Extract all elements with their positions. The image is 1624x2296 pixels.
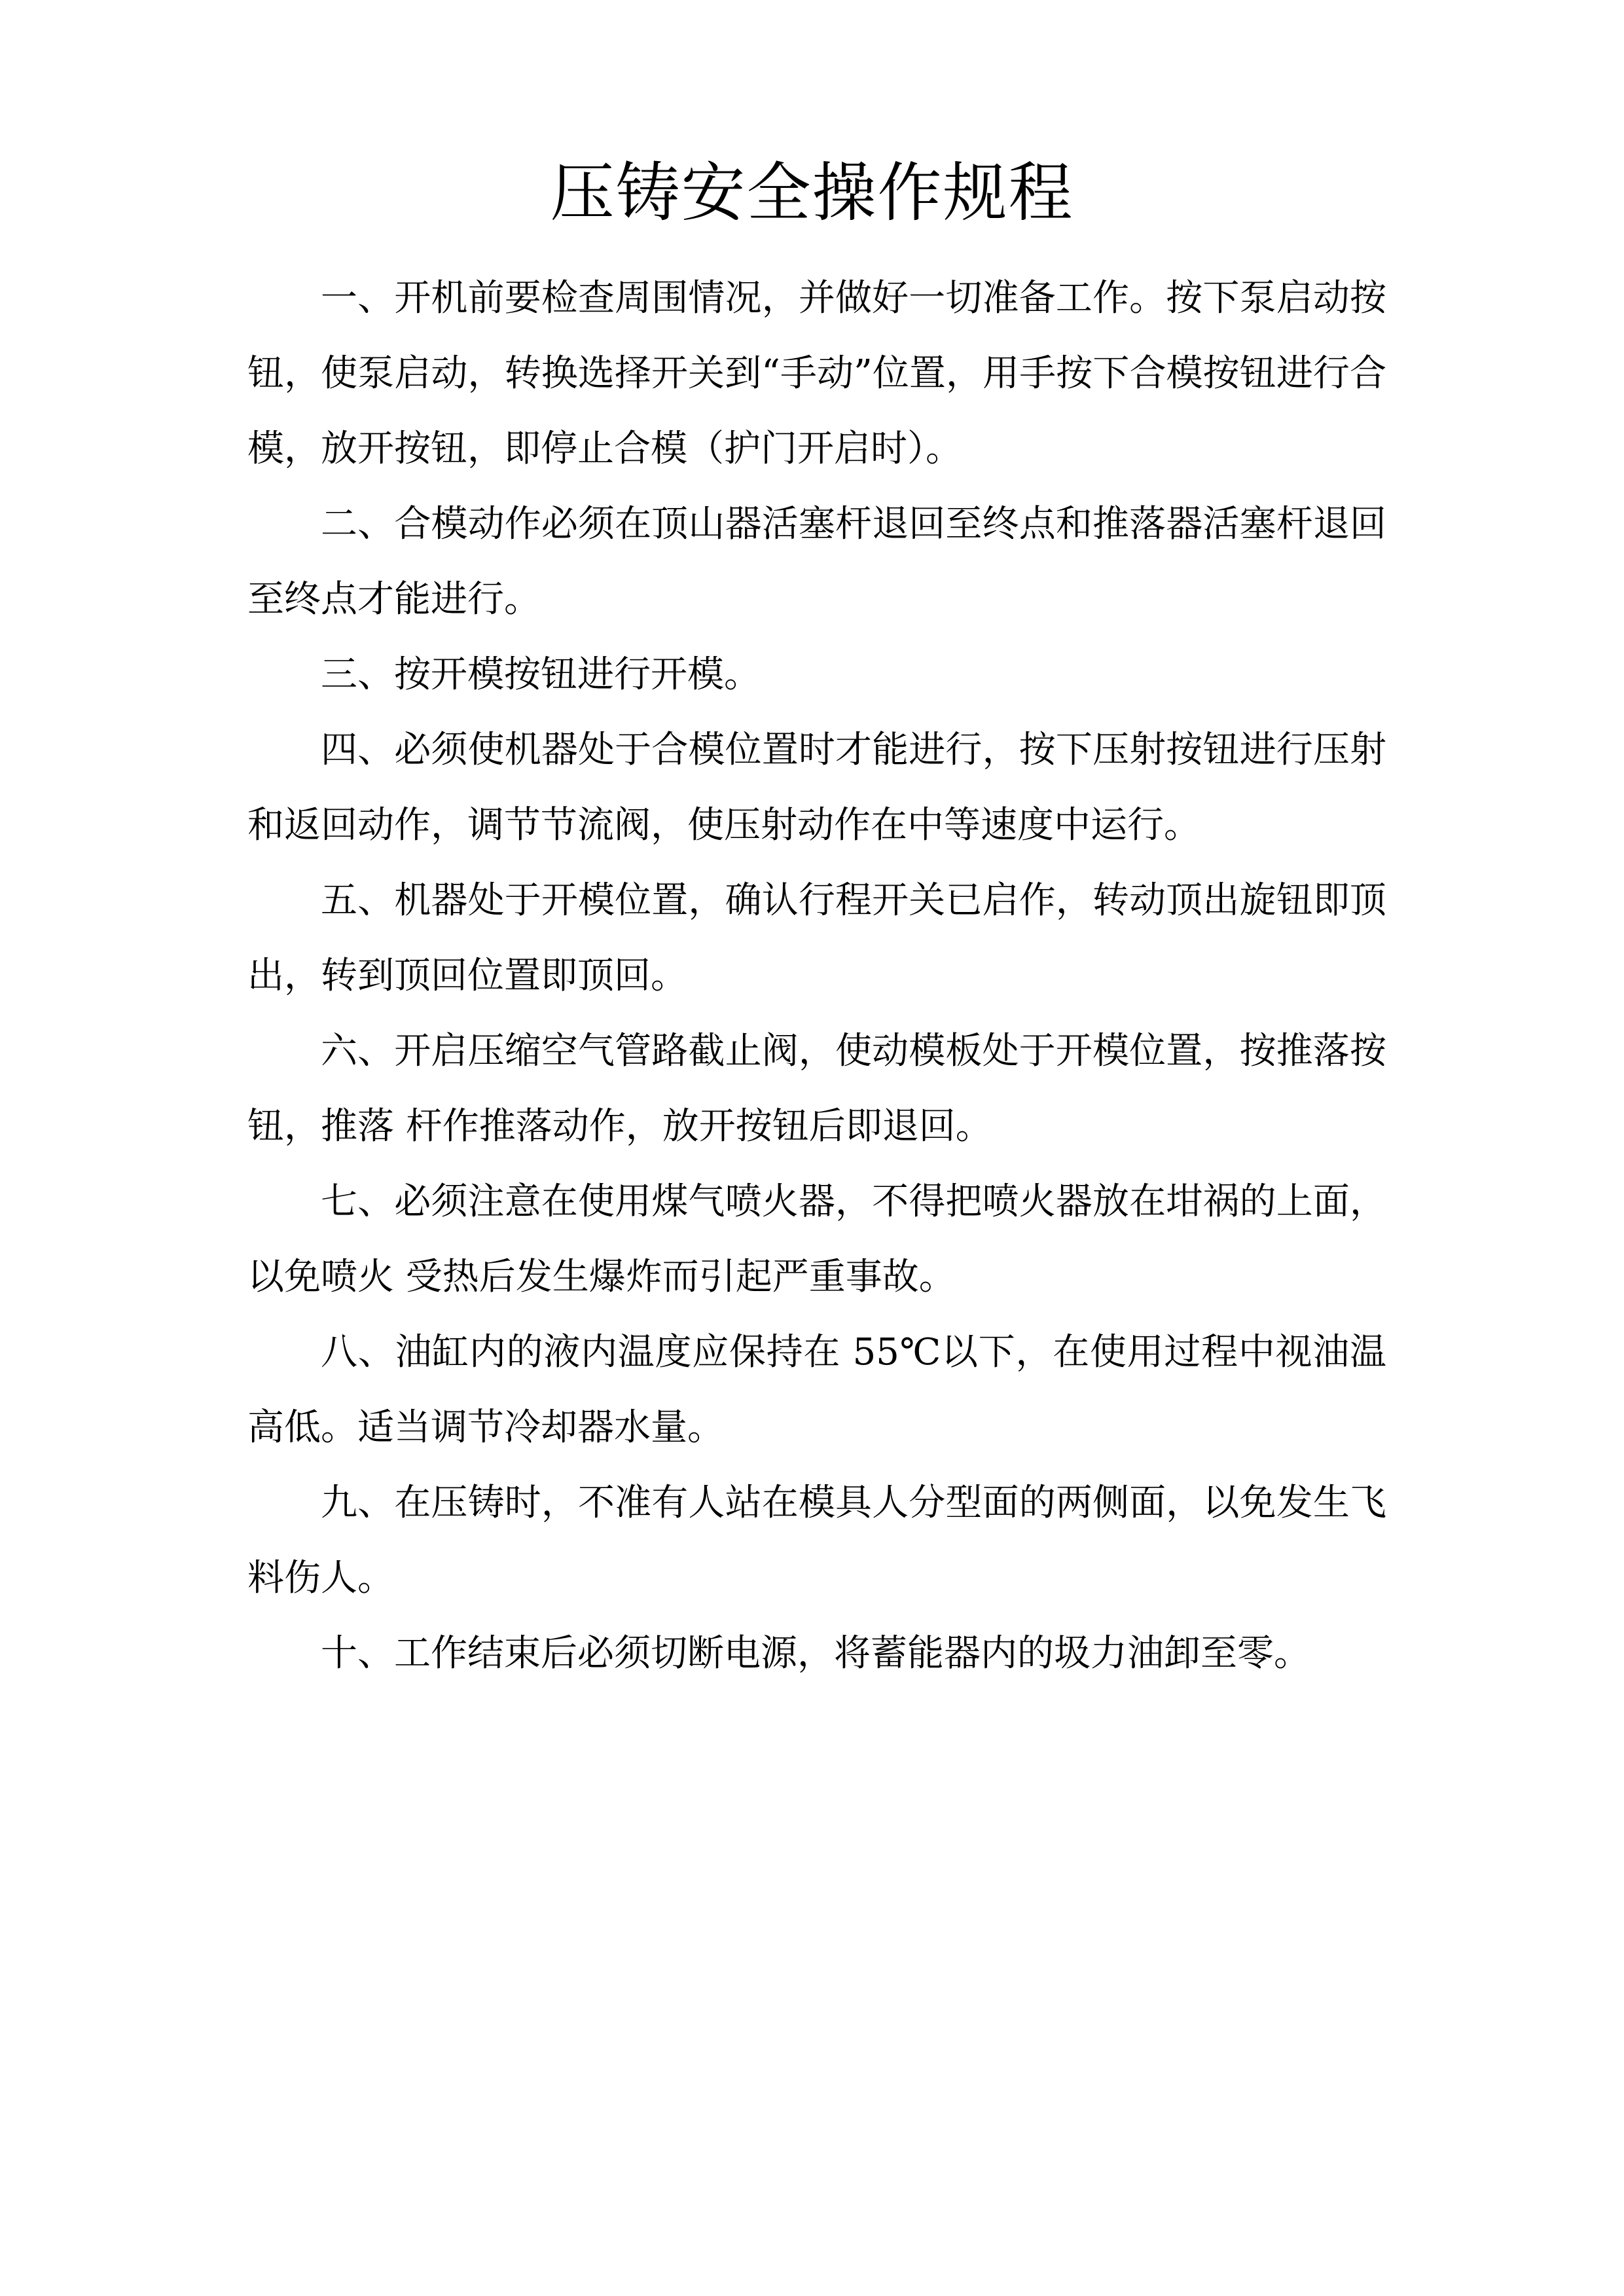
document-title: 压铸安全操作规程 (550, 156, 1074, 230)
paragraph-8: 八、油缸内的液内温度应保持在 55℃以下，在使用过程中视油温高低。适当调节冷却器水量。 (247, 1331, 1386, 1449)
paragraph-5: 五、机器处于开模位置，确认行程开关已启作，转动顶出旋钮即顶出，转到顶回位置即顶回。 (247, 879, 1386, 997)
paragraph-3: 三、按开模按钮进行开模。 (321, 653, 761, 696)
paragraph-9: 九、在压铸时，不准有人站在模具人分型面的两侧面，以免发生飞料伤人。 (247, 1482, 1386, 1599)
paragraph-2: 二、合模动作必须在顶山器活塞杆退回至终点和推落器活塞杆退回至终点才能进行。 (247, 503, 1386, 621)
paragraph-1: 一、开机前要检查周围情况，并做好一切准备工作。按下泵启动按钮，使泵启动，转换选择开关到“手动”位置，用手按下合模按钮进行合模，放开按钮，即停止合模（护门开启时）。 (247, 277, 1386, 470)
document-body (247, 261, 1386, 1691)
paragraph-6: 六、开启压缩空气管路截止阀，使动模板处于开模位置，按推落按钮，推落 杆作推落动作，放开按钮后即退回。 (247, 1030, 1386, 1148)
paragraph-7: 七、必须注意在使用煤气喷火器，不得把喷火器放在坩祸的上面，以免喷火 受热后发生爆炸而引起严重事故。 (247, 1180, 1386, 1298)
paragraph-10: 十、工作结束后必须切断电源，将蓄能器内的圾力油卸至零。 (321, 1632, 1310, 1675)
paragraph-4: 四、必须使机器处于合模位置时才能进行，按下压射按钮进行压射和返回动作，调节节流阀，使压射动作在中等速度中运行。 (247, 729, 1386, 847)
